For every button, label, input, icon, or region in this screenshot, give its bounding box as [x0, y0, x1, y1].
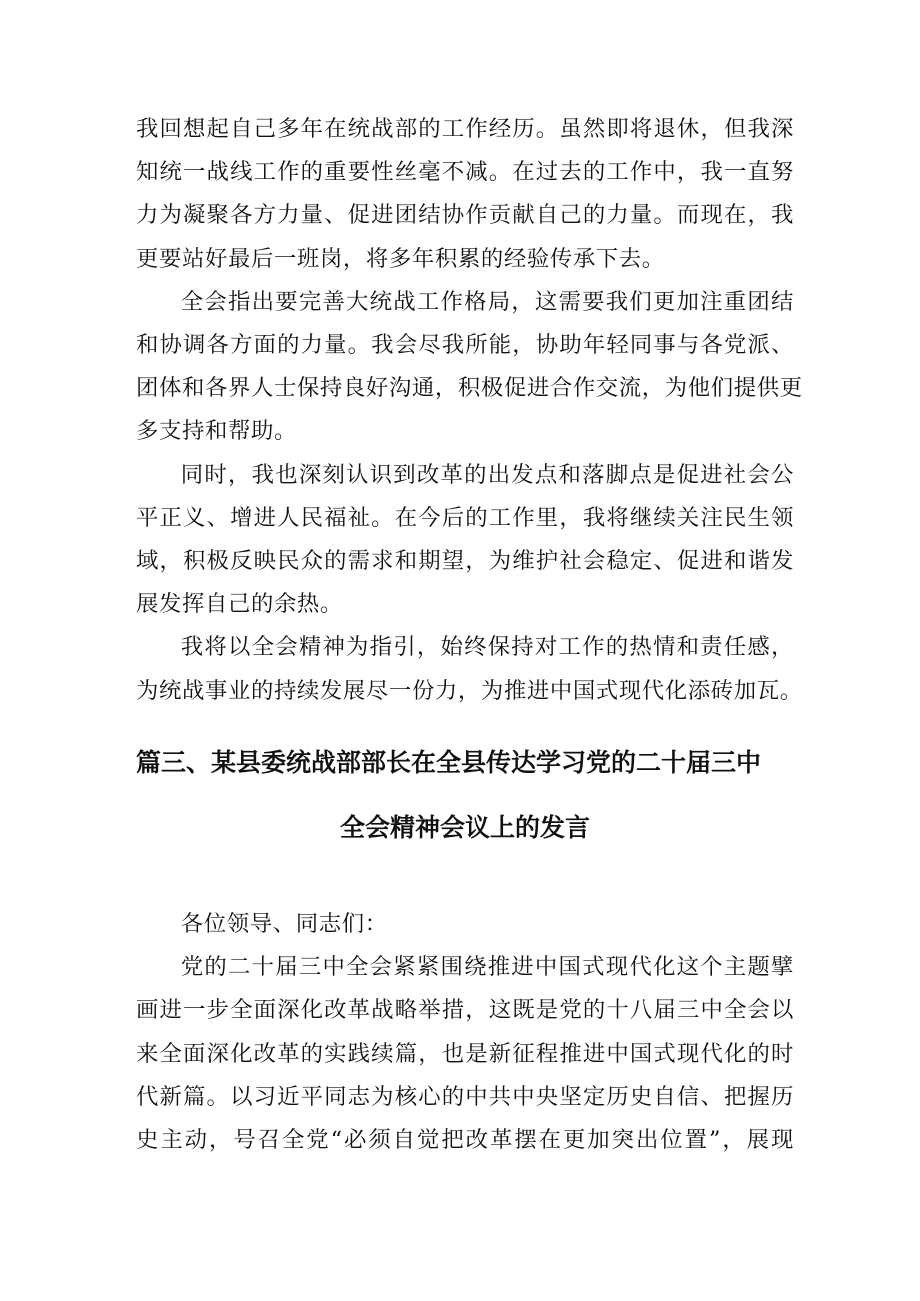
text-line: 画进一步全面深化改革战略举措，这既是党的十八届三中全会以 — [136, 997, 794, 1024]
text-line: 多支持和帮助。 — [136, 418, 297, 445]
section-heading-continued: 全会精神会议上的发言 — [339, 813, 590, 842]
text-line: 和协调各方面的力量。我会尽我所能，协助年轻同事与各党派、 — [136, 332, 794, 359]
section-text-block — [136, 108, 803, 713]
text-line: 来全面深化改革的实践续篇，也是新征程推进中国式现代化的时 — [136, 1040, 794, 1067]
text-line: 平正义、增进人民福祉。在今后的工作里，我将继续关注民生领 — [136, 504, 794, 531]
text-line: 为统战事业的持续发展尽一份力，为推进中国式现代化添砖加瓦。 — [136, 677, 803, 704]
text-line: 各位领导、同志们： — [180, 911, 388, 937]
text-line: 团体和各界人士保持良好沟通，积极促进合作交流，为他们提供更 — [136, 375, 803, 402]
paragraph — [136, 108, 794, 281]
salutation — [136, 903, 794, 946]
text-line: 力为凝聚各方力量、促进团结协作贡献自己的力量。而现在，我 — [136, 202, 794, 229]
text-line: 同时，我也深刻认识到改革的出发点和落脚点是促进社会公 — [180, 461, 794, 488]
text-line: 知统一战线工作的重要性丝毫不减。在过去的工作中，我一直努 — [136, 159, 794, 186]
text-line: 更要站好最后一班岗，将多年积累的经验传承下去。 — [136, 245, 665, 272]
paragraph — [136, 626, 803, 712]
paragraph — [136, 454, 794, 627]
text-line: 展发挥自己的余热。 — [136, 591, 343, 618]
text-line: 史主动，号召全党“必须自觉把改革摆在更加突出位置”，展现 — [136, 1127, 794, 1154]
section-heading: 篇三、某县委统战部部长在全县传达学习党的二十届三中 — [136, 748, 762, 777]
speech-text-block — [136, 903, 794, 1162]
text-line: 我将以全会精神为指引，始终保持对工作的热情和责任感， — [180, 634, 794, 661]
text-line: 代新篇。以习近平同志为核心的中共中央坚定历史自信、把握历 — [136, 1083, 794, 1110]
text-line: 我回想起自己多年在统战部的工作经历。虽然即将退休，但我深 — [136, 116, 794, 142]
text-line: 域，积极反映民众的需求和期望，为维护社会稳定、促进和谐发 — [136, 548, 794, 575]
text-line: 全会指出要完善大统战工作格局，这需要我们更加注重团结 — [180, 288, 794, 315]
paragraph — [136, 281, 803, 454]
paragraph — [136, 946, 794, 1162]
text-line: 党的二十届三中全会紧紧围绕推进中国式现代化这个主题擘 — [180, 954, 794, 981]
